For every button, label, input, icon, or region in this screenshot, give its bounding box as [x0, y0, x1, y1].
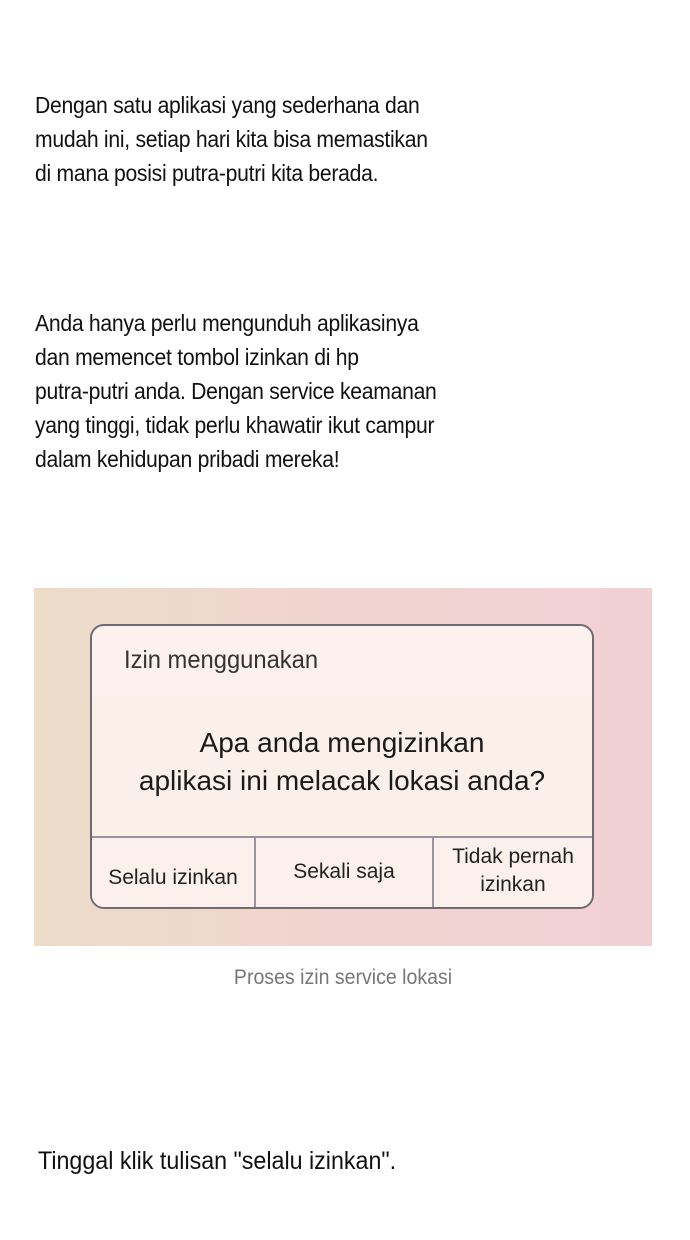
always-allow-button[interactable] — [92, 838, 256, 909]
permission-dialog — [90, 624, 594, 909]
footer-text: Tinggal klik tulisan "selalu izinkan". — [38, 1147, 397, 1175]
dialog-title: Izin menggunakan — [124, 646, 319, 674]
instructions-line: putra-putri anda. Dengan service keamanan — [35, 378, 437, 404]
instructions-paragraph — [35, 306, 467, 476]
dialog-actions — [92, 836, 592, 909]
illustration-caption: Proses izin service lokasi — [233, 966, 453, 989]
intro-line: Dengan satu aplikasi yang sederhana dan — [35, 92, 420, 118]
instructions-line: dalam kehidupan pribadi mereka! — [35, 446, 340, 472]
instructions-line: yang tinggi, tidak perlu khawatir ikut campur — [35, 412, 435, 438]
dialog-question-line: Apa anda mengizinkan — [199, 727, 485, 758]
intro-paragraph — [35, 88, 467, 190]
intro-line: di mana posisi putra-putri kita berada. — [35, 160, 379, 186]
instructions-line: Anda hanya perlu mengunduh aplikasinya — [35, 310, 419, 336]
never-allow-line: izinkan — [480, 872, 546, 896]
allow-once-label: Sekali saja — [293, 859, 395, 883]
dialog-header — [92, 626, 592, 696]
never-allow-button[interactable] — [434, 838, 592, 909]
never-allow-line: Tidak pernah — [452, 844, 574, 868]
always-allow-label: Selalu izinkan — [108, 865, 238, 889]
dialog-question-line: aplikasi ini melacak lokasi anda? — [138, 765, 546, 796]
permission-illustration — [34, 588, 652, 946]
never-allow-label — [452, 843, 574, 899]
instructions-line: dan memencet tombol izinkan di hp — [35, 344, 359, 370]
allow-once-button[interactable] — [256, 838, 434, 909]
intro-line: mudah ini, setiap hari kita bisa memastikan — [35, 126, 428, 152]
dialog-question — [92, 724, 592, 800]
